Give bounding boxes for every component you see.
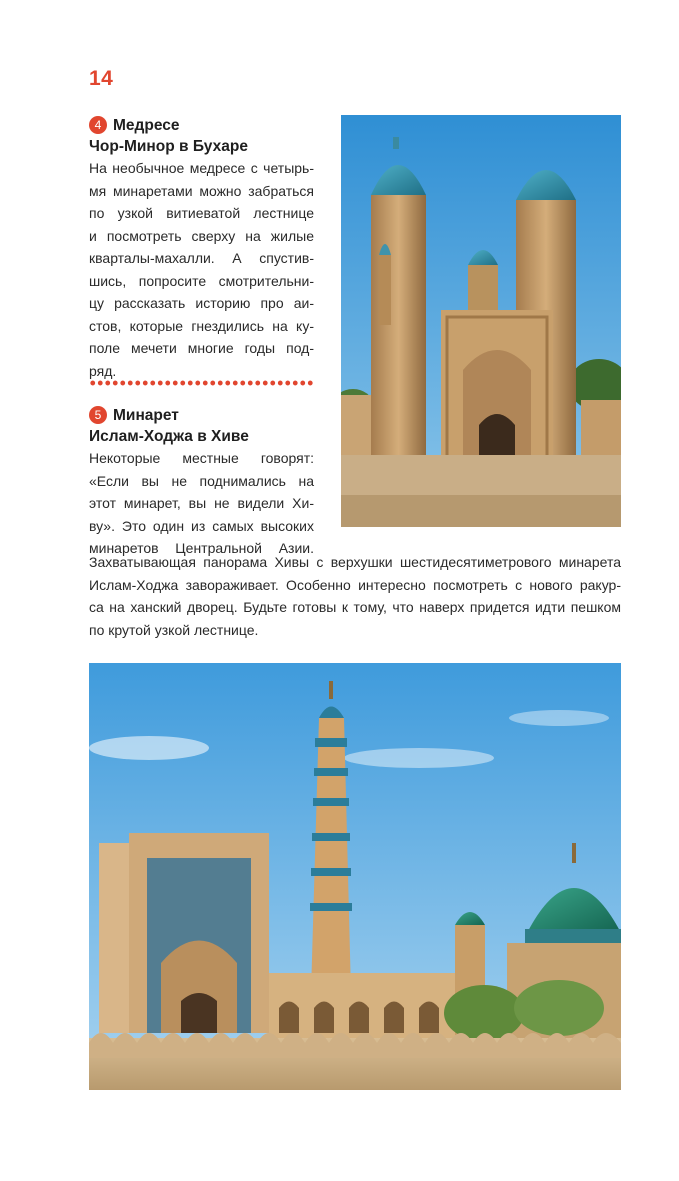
section-title-line2: Чор-Минор в Бухаре (89, 138, 248, 155)
section-chor-minor (89, 115, 314, 382)
body-line: цу рассказать историю про аи- (89, 295, 314, 311)
body-line: Захватывающая панорама Хивы с верхушки шестидесятиметрового минарета (89, 554, 621, 570)
body-line: мя минаретами можно забраться (89, 182, 314, 199)
body-line: по крутой узкой лестнице. (89, 621, 259, 638)
section-number-badge: 4 (89, 116, 107, 134)
body-line: Ислам-Ходжа завораживает. Особенно интересно посмотреть с нового ракур- (89, 576, 621, 593)
khiva-skyline-photo (89, 663, 621, 1090)
body-line: Некоторые местные говорят: (89, 450, 314, 466)
dotted-divider (89, 379, 313, 387)
body-line: этот минарет, вы не видели Хи- (89, 495, 314, 511)
body-line: стов, которые гнездились на ку- (89, 317, 314, 334)
section-islam-khoja (89, 405, 314, 560)
body-line: кварталы-махалли. А спустив- (89, 250, 314, 266)
section-continuation (89, 551, 621, 641)
body-line: ву». Это один из самых высоких (89, 517, 314, 534)
body-line: са на ханский дворец. Будьте готовы к тому, что наверх придется идти пешком (89, 599, 621, 615)
section-heading (89, 405, 314, 426)
section-title-line1: Медресе (113, 117, 180, 134)
section-heading (89, 115, 314, 136)
section-title-line1: Минарет (113, 407, 179, 424)
section-number-badge: 5 (89, 406, 107, 424)
body-line: «Если вы не поднимались на (89, 472, 314, 489)
page-number: 14 (89, 67, 114, 90)
body-line: по узкой витиеватой лестнице (89, 205, 314, 221)
section-title-line2: Ислам-Ходжа в Хиве (89, 428, 249, 445)
body-line: поле мечети многие годы под- (89, 340, 314, 356)
body-line: и посмотреть сверху на жилые (89, 227, 314, 244)
body-line: шись, попросите смотрительни- (89, 272, 314, 289)
body-line: минаретов Центральной Азии. (89, 540, 314, 556)
body-line: ряд. (89, 362, 117, 379)
body-line: На необычное медресе с четырь- (89, 160, 314, 176)
chor-minor-photo (341, 115, 621, 527)
